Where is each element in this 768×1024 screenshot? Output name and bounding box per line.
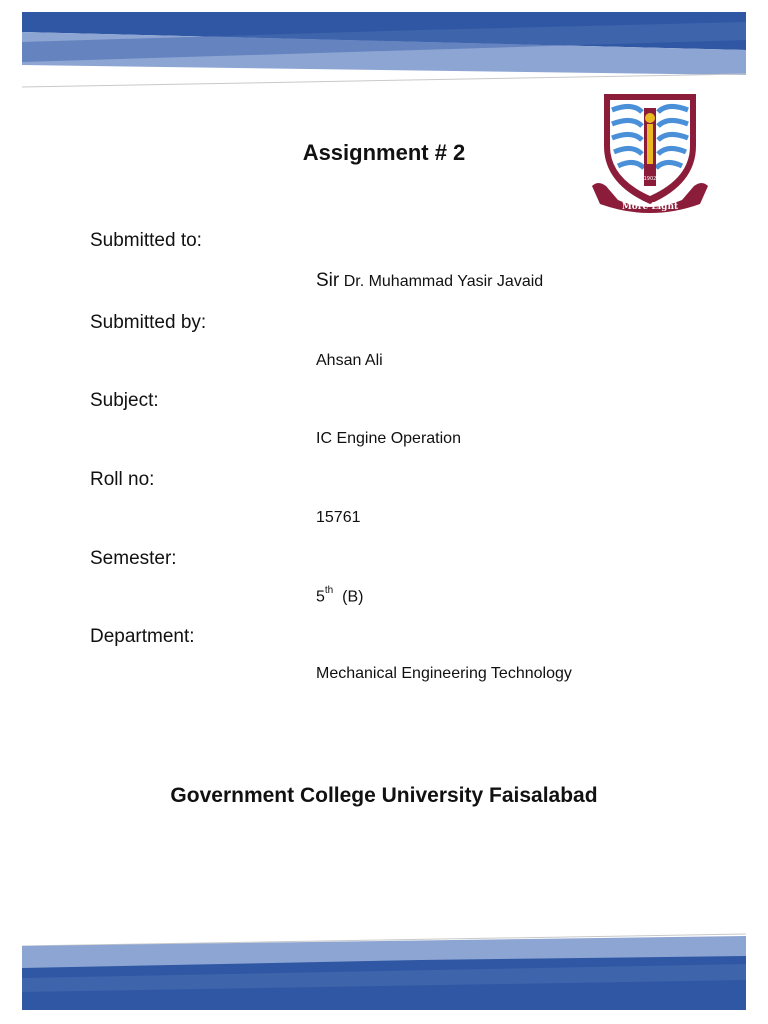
department-value: Mechanical Engineering Technology [316,665,572,682]
university-crest-logo [588,88,712,218]
svg-text:1902: 1902 [643,176,657,182]
submitted-by-label: Submitted by: [90,312,207,333]
department-label: Department: [90,626,195,647]
subject-value: IC Engine Operation [316,430,461,447]
crest-motto: More Light [621,202,679,212]
submitted-to-value [316,270,543,292]
top-banner [0,0,768,100]
subject-label: Subject: [90,390,159,411]
university-name: Government College University Faisalabad [170,784,598,807]
semester-section: (B) [342,588,364,606]
roll-no-label: Roll no: [90,469,155,490]
submitted-to-label: Submitted to: [90,230,202,251]
roll-no-value: 15761 [316,509,361,526]
semester-number: 5 [316,588,325,606]
honorific: Sir [316,270,340,291]
supervisor-name: Dr. Muhammad Yasir Javaid [343,273,544,290]
assignment-title: Assignment # 2 [302,140,466,165]
semester-value [316,587,363,606]
bottom-banner [0,920,768,1024]
submitted-by-value: Ahsan Ali [316,352,383,369]
semester-ordinal: th [324,585,334,596]
semester-label: Semester: [90,548,177,569]
